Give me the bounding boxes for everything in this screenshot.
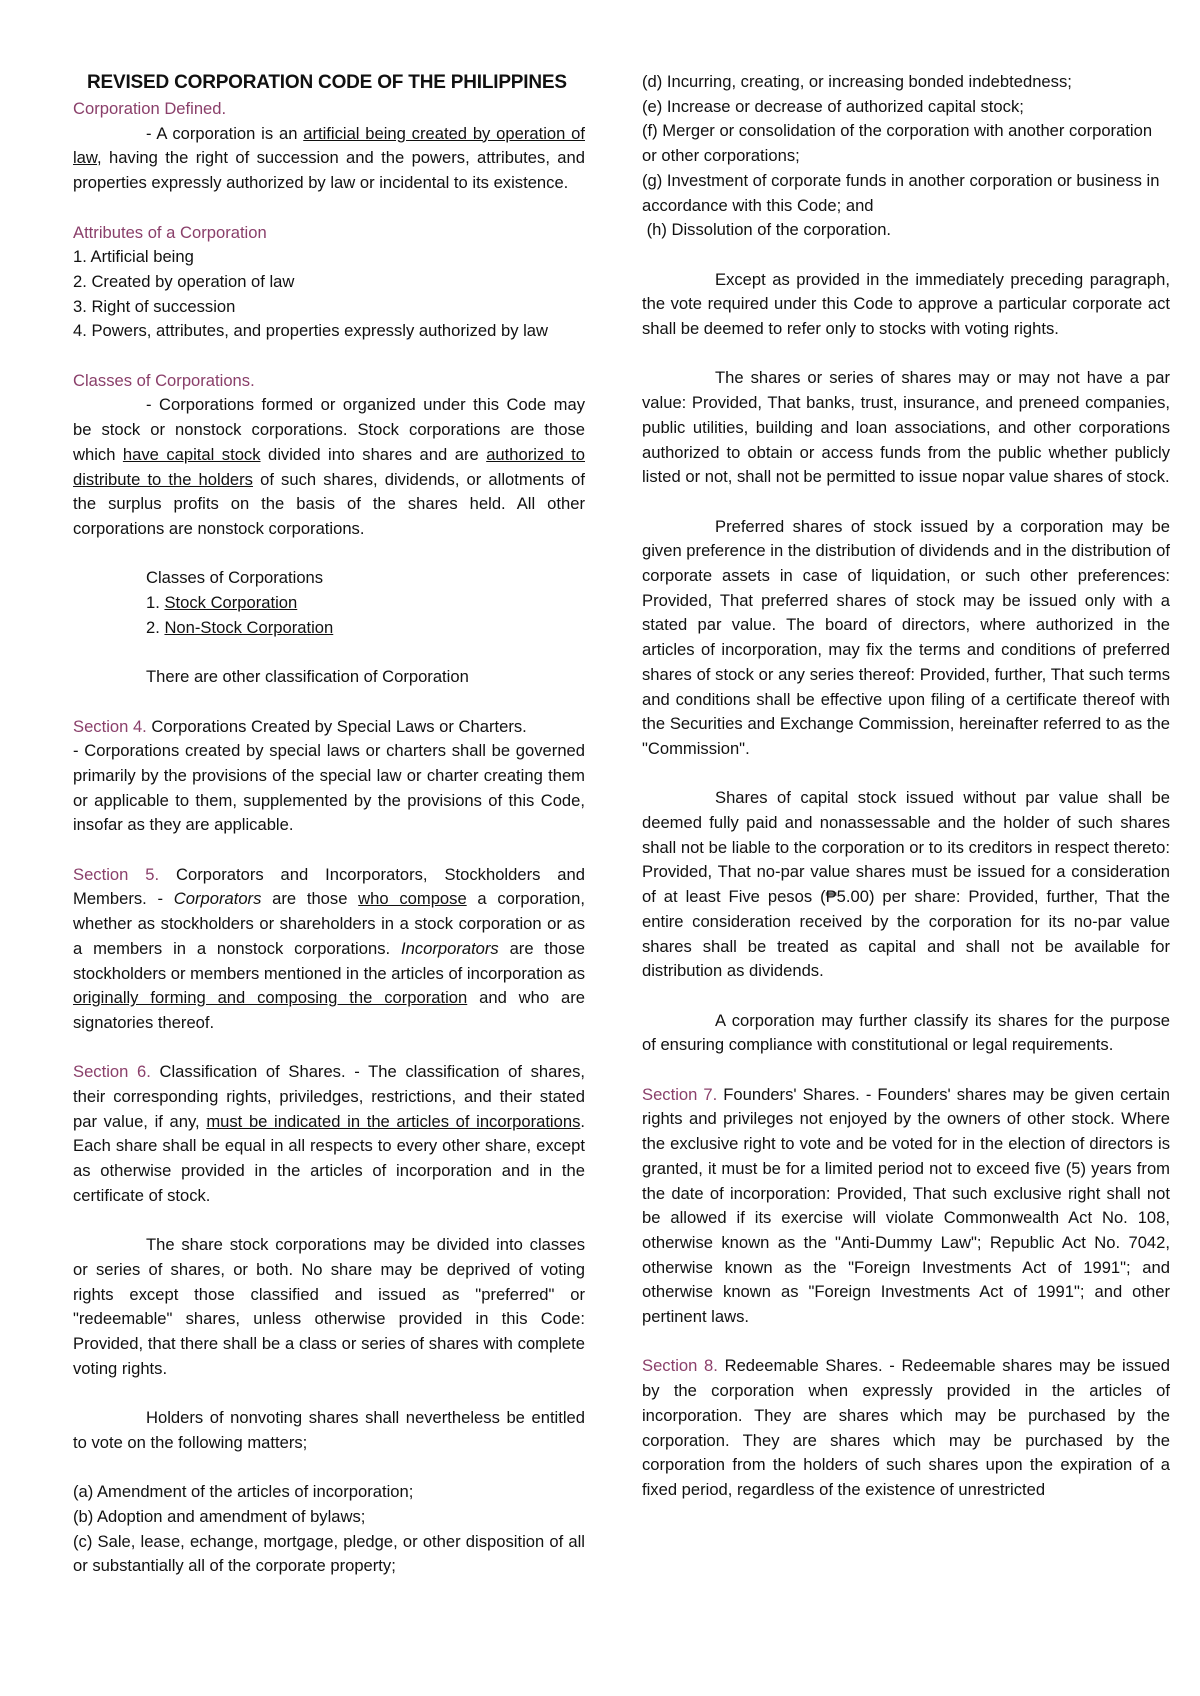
voting-matter-item: (b) Adoption and amendment of bylaws; <box>73 1506 366 1526</box>
section-5-label: Section 5. <box>73 864 160 884</box>
document-title: REVISED CORPORATION CODE OF THE PHILIPPINES <box>87 72 567 93</box>
class-item-stock: 1. Stock Corporation <box>146 593 298 613</box>
classify-shares-paragraph: A corporation may further classify its shares for the purpose of ensuring compliance with constitutional or legal requirements. <box>642 1010 1170 1055</box>
voting-matter-item: (a) Amendment of the articles of incorporation; <box>73 1482 414 1502</box>
section-4: Section 4. Corporations Created by Special Laws or Charters. <box>73 716 527 736</box>
voting-matter-item: (f) Merger or consolidation of the corporation with another corporation or other corporations; <box>642 121 1153 166</box>
voting-matter-item: (g) Investment of corporate funds in another corporation or business in accordance with this Code; and <box>642 170 1160 215</box>
attributes-heading: Attributes of a Corporation <box>73 222 267 242</box>
attribute-item: 2. Created by operation of law <box>73 271 295 291</box>
voting-matter-item: (h) Dissolution of the corporation. <box>642 220 892 240</box>
classes-sub-heading: Classes of Corporations <box>146 568 324 588</box>
section-6: Section 6. Classification of Shares. - The classification of shares, their corresponding rights, priviledges, restrictions, and their stated par value, if any, must be indicated in the articles of incorporations. Each share shall be equal in all respects to every other share, except as otherwise provided in the articles of incorporation and in the certificate of stock. <box>73 1062 585 1205</box>
par-value-paragraph: The shares or series of shares may or may not have a par value: Provided, That banks, trust, insurance, and preneed companies, public utilities, building and loan associations, and other corporations authorized to obtain or access funds from the public whether publicly listed or not, shall not be permitted to issue nopar value shares of stock. <box>642 368 1170 487</box>
right-column <box>642 70 1170 1503</box>
except-paragraph: Except as provided in the immediately preceding paragraph, the vote required under this Code to approve a particular corporate act shall be deemed to refer only to stocks with voting rights. <box>642 269 1170 339</box>
section-4-text: - Corporations created by special laws or charters shall be governed primarily by the provisions of the special law or charter creating them or applicable to them, supplemented by the provisions of this Code, insofar as they are applicable. <box>73 741 585 835</box>
other-classification-note: There are other classification of Corporation <box>146 667 469 687</box>
section-6-label: Section 6. <box>73 1062 151 1082</box>
no-par-shares-paragraph: Shares of capital stock issued without par value shall be deemed fully paid and nonassessable and the holder of such shares shall not be liable to the corporation or to its creditors in respect thereto: Provided, That no-par value shares must be issued for a consideration of at least Five pesos (₱5.00) per share: Provided, further, That the entire consideration received by the corporation for its no-par value shares shall be treated as capital and shall not be available for distribution as dividends. <box>642 788 1170 981</box>
section-7-label: Section 7. <box>642 1084 718 1104</box>
section-5: Section 5. Corporators and Incorporators, Stockholders and Members. - Corporators are those who compose a corporation, whether as stockholders or shareholders in a stock corporation or as a members in a nonstock corporations. Incorporators are those stockholders or members mentioned in the articles of incorporation as originally forming and composing the corporation and who are signatories thereof. <box>73 864 586 1032</box>
class-item-nonstock: 2. Non-Stock Corporation <box>146 617 334 637</box>
attribute-item: 3. Right of succession <box>73 296 236 316</box>
preferred-shares-paragraph: Preferred shares of stock issued by a corporation may be given preference in the distribution of dividends and in the distribution of corporate assets in case of liquidation, or such other preferences: Provided, That preferred shares of stock may be issued only with a stated par value. The board of directors, where authorized in the articles of incorporation, may fix the terms and conditions of preferred shares of stock or any series thereof: Provided, further, That such terms and conditions shall be effective upon filing of a certificate thereof with the Securities and Exchange Commission, hereinafter referred to as the "Commission". <box>642 516 1170 758</box>
corporation-defined-paragraph: - A corporation is an artificial being created by operation of law, having the right of succession and the powers, attributes, and properties expressly authorized by law or incidental to its existence. <box>73 123 585 193</box>
section-8-label: Section 8. <box>642 1356 718 1376</box>
attribute-item: 4. Powers, attributes, and properties expressly authorized by law <box>73 321 549 341</box>
classes-heading: Classes of Corporations. <box>73 370 255 390</box>
section-4-label: Section 4. <box>73 716 147 736</box>
classes-paragraph: - Corporations formed or organized under this Code may be stock or nonstock corporations. Stock corporations are those which have capital stock divided into shares and are authorized to distribute to the holders of such shares, dividends, or allotments of the surplus profits on the basis of the shares held. All other corporations are nonstock corporations. <box>73 395 585 538</box>
voting-matter-item: (c) Sale, lease, echange, mortgage, pledge, or other disposition of all or substantially all of the corporate property; <box>73 1531 585 1576</box>
share-classes-paragraph: The share stock corporations may be divided into classes or series of shares, or both. No share may be deprived of voting rights except those classified and issued as "preferred" or "redeemable" shares, unless otherwise provided in this Code: Provided, that there shall be a class or series of shares with complete voting rights. <box>73 1235 585 1378</box>
corporation-defined-heading: Corporation Defined. <box>73 99 227 118</box>
attribute-item: 1. Artificial being <box>73 247 194 267</box>
voting-matter-item: (e) Increase or decrease of authorized capital stock; <box>642 96 1024 116</box>
left-column <box>73 70 585 1579</box>
nonvoting-paragraph: Holders of nonvoting shares shall nevertheless be entitled to vote on the following matters; <box>73 1408 585 1452</box>
voting-matter-item: (d) Incurring, creating, or increasing bonded indebtedness; <box>642 72 1072 91</box>
section-7: Section 7. Founders' Shares. - Founders' shares may be given certain rights and privileges not enjoyed by the owners of other stock. Where the exclusive right to vote and be voted for in the election of directors is granted, it must be for a limited period not to exceed five (5) years from the date of incorporation: Provided, That such exclusive right shall not be allowed if its exercise will violate Commonwealth Act No. 108, otherwise known as the "Anti-Dummy Law"; Republic Act No. 7042, otherwise known as the "Foreign Investments Act of 1991"; and otherwise known as "Foreign Investments Act of 1991"; and other pertinent laws. <box>642 1084 1170 1327</box>
section-8: Section 8. Redeemable Shares. - Redeemable shares may be issued by the corporation when expressly provided in the articles of incorporation. They are shares which may be purchased by the corporation. They are shares which may be purchased by the corporation from the holders of such shares upon the expiration of a fixed period, regardless of the existence of unrestricted <box>642 1356 1170 1499</box>
